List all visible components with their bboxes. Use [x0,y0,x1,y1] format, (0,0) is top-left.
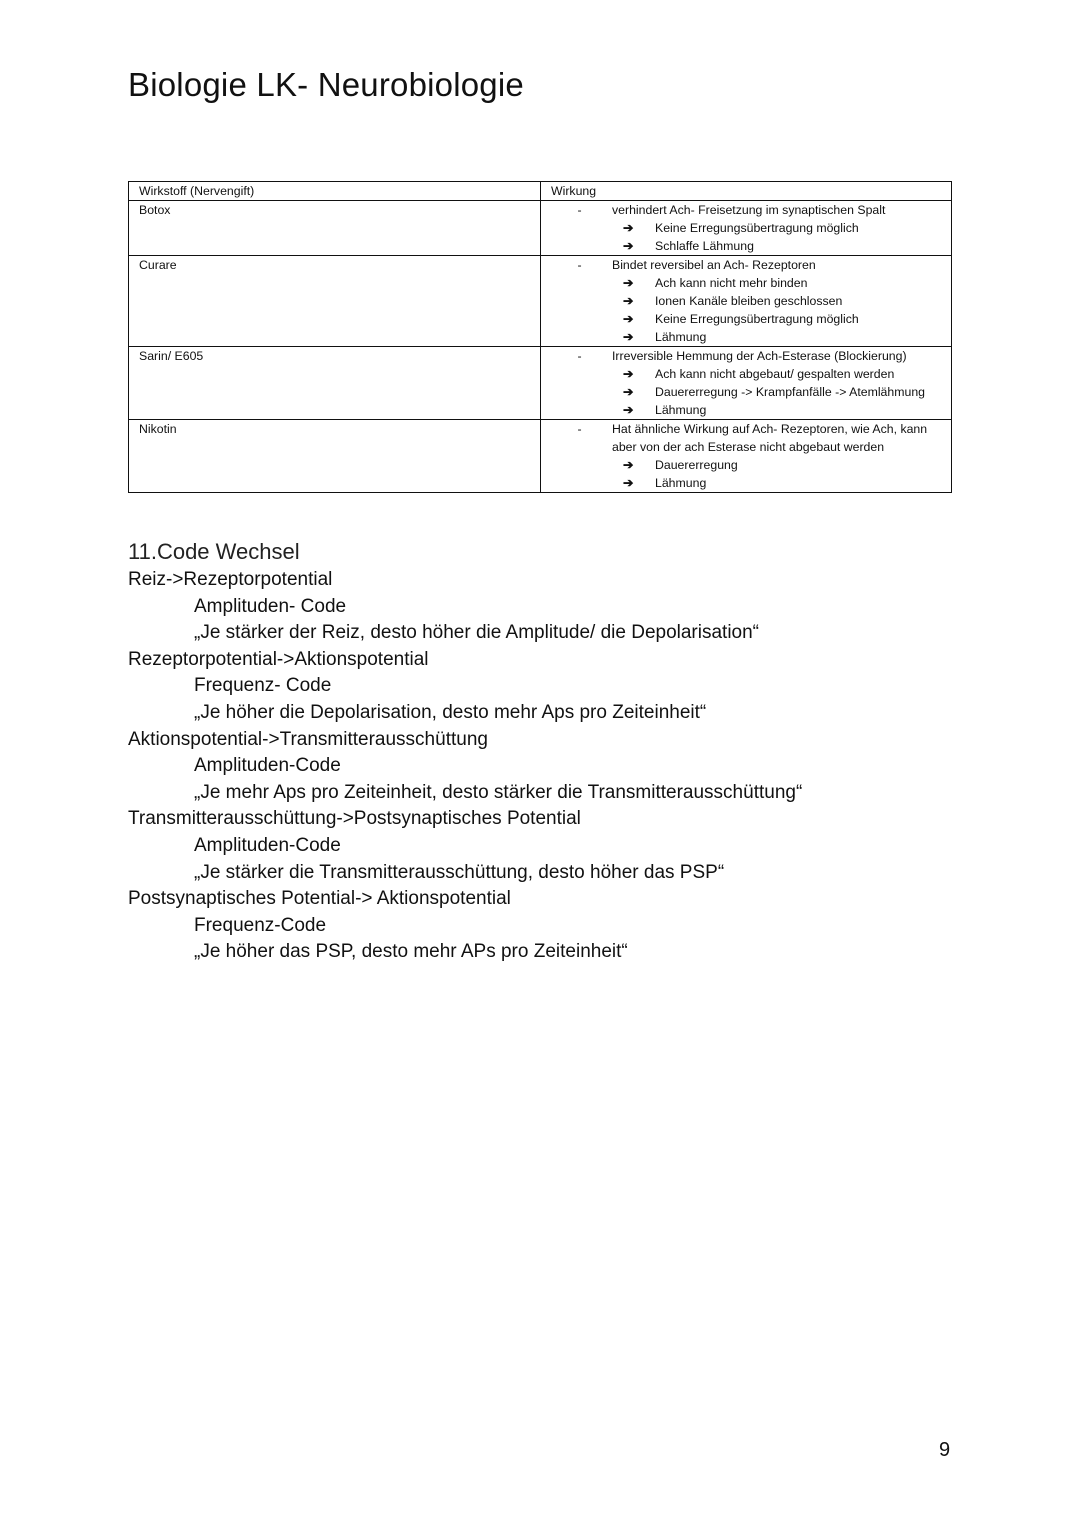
arrow-right-icon: ➔ [623,330,634,344]
table-row [129,347,952,420]
effect-cell [541,420,952,493]
table-row [129,420,952,493]
effect-cell [541,201,952,256]
arrow-right-icon: ➔ [623,239,634,253]
page-number: 9 [939,1439,951,1461]
table-row [129,256,952,347]
code-type-line: Frequenz-Code [194,914,327,936]
effect-item [551,256,951,274]
dash-bullet: - [577,258,582,272]
code-type-line: Amplituden- Code [194,595,347,617]
effect-item [551,201,951,219]
consequence-text: Ach kann nicht abgebaut/ gespalten werden [655,367,895,381]
page-title: Biologie LK- Neurobiologie [128,66,524,103]
arrow-right-icon: ➔ [623,294,634,308]
consequence-text: Ionen Kanäle bleiben geschlossen [655,294,843,308]
arrow-right-icon: ➔ [623,458,634,472]
consequence-item [551,383,951,401]
arrow-right-icon: ➔ [623,476,634,490]
table-header-row [129,182,952,201]
section-heading: 11.Code Wechsel [128,539,300,564]
effect-cell [541,347,952,420]
consequence-text: Keine Erregungsübertragung möglich [655,221,859,235]
transition-line: Reiz->Rezeptorpotential [128,569,333,590]
agent-cell: Curare [129,256,541,347]
effect-cell [541,256,952,347]
rule-line: „Je stärker der Reiz, desto höher die Amplitude/ die Depolarisation“ [194,622,760,644]
dash-bullet: - [577,422,582,436]
effect-text: Irreversible Hemmung der Ach-Esterase (Blockierung) [612,349,907,363]
arrow-right-icon: ➔ [623,221,634,235]
dash-bullet: - [577,203,582,217]
rule-line: „Je mehr Aps pro Zeiteinheit, desto stärker die Transmitterausschüttung“ [194,781,803,803]
consequence-item [551,474,951,492]
consequence-text: Lähmung [655,330,707,344]
nerve-toxin-table [128,181,952,493]
consequence-item [551,310,951,328]
transition-line: Rezeptorpotential->Aktionspotential [128,648,429,670]
arrow-right-icon: ➔ [623,312,634,326]
consequence-text: Ach kann nicht mehr binden [655,276,808,290]
dash-bullet: - [577,349,582,363]
consequence-text: Lähmung [655,476,707,490]
code-type-line: Frequenz- Code [194,675,332,697]
code-type-line: Amplituden-Code [194,834,341,856]
consequence-item [551,328,951,346]
effect-item [551,420,951,456]
header-agent: Wirkstoff (Nervengift) [129,182,541,201]
agent-cell: Botox [129,201,541,256]
transition-line: Postsynaptisches Potential-> Aktionspotential [128,888,511,910]
rule-line: „Je höher die Depolarisation, desto mehr Aps pro Zeiteinheit“ [194,701,707,723]
consequence-item [551,456,951,474]
consequence-text: Keine Erregungsübertragung möglich [655,312,859,326]
consequence-item [551,219,951,237]
arrow-right-icon: ➔ [623,403,634,417]
consequence-item [551,237,951,255]
effect-text: Bindet reversibel an Ach- Rezeptoren [612,258,816,272]
consequence-item [551,274,951,292]
transition-line: Transmitterausschüttung->Postsynaptisches Potential [128,808,581,830]
arrow-right-icon: ➔ [623,367,634,381]
effect-item [551,347,951,365]
arrow-right-icon: ➔ [623,385,634,399]
consequence-text: Dauererregung -> Krampfanfälle -> Atemlähmung [655,385,925,399]
rule-line: „Je höher das PSP, desto mehr APs pro Zeiteinheit“ [194,941,628,963]
consequence-item [551,401,951,419]
table-row [129,201,952,256]
effect-text: verhindert Ach- Freisetzung im synaptischen Spalt [612,203,886,217]
consequence-item [551,365,951,383]
consequence-text: Lähmung [655,403,707,417]
agent-cell: Sarin/ E605 [129,347,541,420]
consequence-text: Dauererregung [655,458,738,472]
rule-line: „Je stärker die Transmitterausschüttung, desto höher das PSP“ [194,861,725,883]
consequence-item [551,292,951,310]
consequence-text: Schlaffe Lähmung [655,239,754,253]
arrow-right-icon: ➔ [623,276,634,290]
code-change-section [128,539,802,966]
header-effect: Wirkung [541,182,952,201]
effect-text: Hat ähnliche Wirkung auf Ach- Rezeptoren, wie Ach, kann aber von der ach Esterase nicht abgebaut werden [612,422,928,454]
code-type-line: Amplituden-Code [194,755,341,777]
agent-cell: Nikotin [129,420,541,493]
transition-line: Aktionspotential->Transmitterausschüttung [128,728,488,750]
